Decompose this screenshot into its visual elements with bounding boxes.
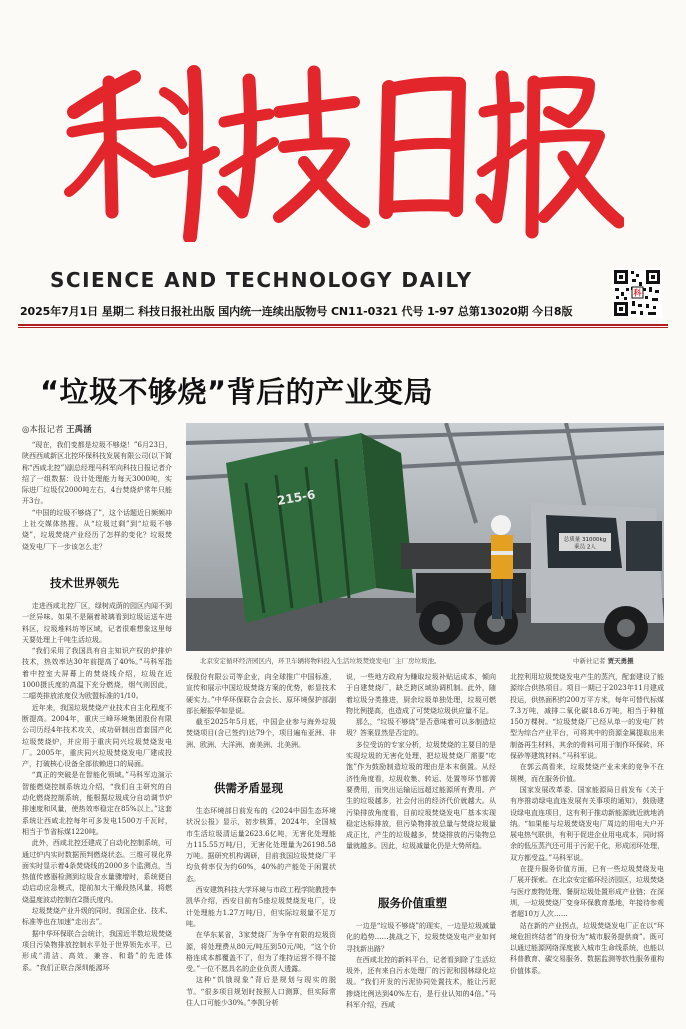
paragraph: 西安建筑科技大学环境与市政工程学院教授李凯华介绍，西安目前有5座垃圾焚烧发电厂，设计处理能力1.27万吨/日，但实际垃圾量不足万吨。 xyxy=(186,886,336,928)
photo-credit-name: 贾天勇摄 xyxy=(607,657,634,665)
column-1-intro xyxy=(22,440,172,562)
photo-caption: 北京安定循环经济园区内，环卫车辆将物料投入生活垃圾焚烧发电厂主厂房垃圾池。 xyxy=(200,657,441,665)
paragraph: 说，一些地方政府为赚取垃圾补贴运成本，倾向于自建焚烧厂，缺乏跨区域协调机制。此外，随着垃圾分类推进，厨余垃圾单独处理，垃圾可燃物比例提高，也造成了可焚烧垃圾供应量不足。 xyxy=(346,673,496,715)
paragraph: 北控利用垃圾焚烧发电产生的蒸汽，配套建设了能源综合供热项目。项目一期已于2023年11月建成投运，供热面积约200万平方米，每年可替代标煤7.3万吨，减排二氧化碳18.6万吨，相当于种植150万棵树。“垃圾焚烧厂已经从单一的发电厂转型为综合产业平台，可将其中的资源金属提取出来制备再生材料，其余的骨料可用于制作环保砖，环保砂等建筑材料。”马科军说。 xyxy=(510,673,664,761)
subhead-supply-demand: 供需矛盾显现 xyxy=(214,781,283,795)
masthead xyxy=(0,0,686,330)
paragraph: 近年来，我国垃圾焚烧产业技术自主化程度不断提高。2004年，重庆三峰环境集团股份有限公司历经4年技术攻关，成功研制出首套国产化垃圾焚烧炉，并应用于重庆同兴垃圾焚烧发电厂。2005年，重庆同兴垃圾焚烧发电厂建成投产，打破核心设备全部依赖进口的局面。 xyxy=(22,703,172,769)
column-2-top xyxy=(186,672,336,758)
paragraph: 这种“饥饿现象”背后是规划与现实的脱节。“很多项目规划时按照人口测算，但实际常住人口可能少30%。”李凯分析 xyxy=(186,976,336,1008)
paragraph: 在华东某省，3家焚烧厂为争夺有限的垃圾资源，将处理费从80元/吨压到50元/吨，“这个价格连成本都覆盖不了，但为了维持运营不得不接受。”一位不愿具名的企业负责人透露。 xyxy=(186,931,336,974)
subhead-tech-leading: 技术世界领先 xyxy=(50,576,119,590)
paragraph: 多位受访的专家分析，垃圾焚烧的主要目的是实现垃圾的无害化处理，把垃圾焚烧厂需要“吃饱”作为鼓励制造垃圾的理由是本末倒置。从经济性角度看，垃圾收集、转运、处置等环节都需要费用，而突出运输运远超过能源所有费用。产生的垃圾越多，社会付出的经济代价就越大。从污染排放角度看，目前垃圾焚烧发电厂基本实现稳定达标排放，但污染物排放总量与焚烧垃圾量成正比，产生的垃圾越多，焚烧排放的污染物总量就越多。因此，垃圾减量化仍是大势所趋。 xyxy=(346,740,496,851)
paragraph: 垃圾焚烧产业升级的同时，我国企业、技术、标准等也在加速“走出去”。 xyxy=(22,907,172,927)
paragraph: 在郭云高看来，垃圾焚烧产业未来的竞争不在规模，而在服务价值。 xyxy=(510,763,664,783)
paragraph: 此外，西咸北控还建成了自动化控制系统，可通过炉内实时数据预判燃烧状态。三维可视化界面实时显示着4条焚烧线的2000多个监测点，当热值传感器检测到垃圾含水量骤增时，系统便自动启动应急模式，提前加大干燥段热风量，将燃烧温度波动控制在2摄氏度内。 xyxy=(22,839,172,904)
paragraph: 国家发展改革委、国家能源局日前发布《关于有序推动绿电直连发展有关事项的通知》，鼓励建设绿电直连项目，这有利于推动新能源就近就地消纳。“如果能与垃圾焚烧发电厂周边的用电大户开展电热气联供，有利于促进企业用电成本，同时将余的低压蒸汽还可用于污泥干化，形成闭环处理，双方都受益。”马科军说。 xyxy=(510,785,664,862)
truck-number: 215-6 xyxy=(276,487,317,508)
paragraph: “我们采用了我国具有自主知识产权的炉排炉技术，热效率达30年前提高了40%。”马科军指着中控室大屏幕上的焚烧线介绍，垃圾在近1000摄氏度的高温下充分燃烧，烟气则因此，二噁英排放浓度仅为欧盟标准的1/10。 xyxy=(22,647,172,701)
masthead-rule-thin xyxy=(18,327,668,328)
paragraph: 站在新的产业拐点，垃圾焚烧发电厂正在以“环境危担终结者”的身份为“城市服务提供商”。既可以通过能源网络深度嵌入城市生命线系统，也能以科普教育、碳交易服务、数据监测等软性服务重构价值体系。 xyxy=(510,921,664,975)
paragraph: “中国的垃圾不够烧了”，这个话题近日频频冲上社交媒体热搜。从“垃圾过剩”到“垃圾不够烧”，垃圾焚烧产业经历了怎样的变化？垃圾焚烧发电厂下一步该怎么走？ xyxy=(22,508,172,551)
paragraph: 走进西咸北控厂区，绿树成荫的园区内闻不到一丝异味。如果不是隔着玻璃看到垃圾运送车进料区，垃圾堆料坊等区域，记者很难想象这里每天要处理上千吨生活垃圾。 xyxy=(22,602,172,644)
column-4 xyxy=(510,672,664,1026)
photo-credit-prefix: 中新社记者 xyxy=(573,657,606,665)
paragraph: “真正的突破是在智能化领域。”马科军边演示智能燃烧控制系统边介绍，“我们自主研究的自动化燃烧控制系统，能根据垃圾成分自动调节炉排速度和风量，使热效率稳定在85%以上。”这套系统让西咸北控每年可多发电1500万千瓦时，相当于节省标煤1220吨。 xyxy=(22,771,172,836)
paragraph: “现在，我们变都是垃圾不够烧！”6月23日，陕西西咸新区北控环保科技发展有限公司(以下简称“西咸北控”)副总经理马科军向科技日报记者介绍了一组数据：设计处理能力每天3000吨，实际进厂垃圾仅2000吨左右，4台焚烧炉常年只能开3台。 xyxy=(22,441,172,506)
article-photo xyxy=(186,423,664,651)
paragraph: 据中华环保联合会统计，我国近半数垃圾焚烧项目污染物排放控制水平处于世界领先水平，已形成“清洁、高效、兼容、和谐”的先进体系。“我们正联合深圳能源环 xyxy=(22,929,172,972)
paragraph: 在西咸北控的新料平台，记者看到除了生活垃圾外，还有来自污水处理厂的污泥和园林绿化垃圾。“我们开发的污泥协同处置技术，能让污泥掺烧比例达到40%左右，是行业认知的4倍。”马科军介绍，西咸 xyxy=(346,955,496,1010)
paragraph: 保股份有限公司等企业，向全球推广中国标准，宣传和展示中国垃圾焚烧方案的优势，彰显技术硬实力。”中华环保联合会会长、原环境保护部副部长解振华如是说。 xyxy=(186,673,336,715)
column-2-body xyxy=(186,806,336,1026)
masthead-subtitle: SCIENCE AND TECHNOLOGY DAILY xyxy=(50,268,473,292)
masthead-rule xyxy=(18,324,668,326)
column-1-body xyxy=(22,601,172,1026)
byline xyxy=(22,423,92,435)
publication-info: 2025年7月1日 星期二 科技日报社出版 国内统一连续出版物号 CN11-0321 代号 1-97 总第13020期 今日8版 xyxy=(20,305,573,318)
paragraph: 截至2025年5月底，中国企业参与海外垃圾焚烧项目(含已签约)达79个，项目遍布亚洲、非洲、欧洲、大洋洲、南美洲、北美洲。 xyxy=(186,718,336,749)
column-3-body xyxy=(346,921,496,1026)
column-3-top xyxy=(346,672,496,890)
article-headline: “垃圾不够烧”背后的产业变局 xyxy=(40,375,434,409)
subhead-service-value: 服务价值重塑 xyxy=(378,896,447,910)
garbage-truck-photo-icon xyxy=(186,423,664,651)
truck-crew-badge: 乘员 2人 xyxy=(574,544,596,551)
paragraph: 那么，“垃圾不够烧”是否意味着可以多制造垃圾？答案显然是否定的。 xyxy=(346,718,496,738)
paragraph: 生态环境部日前发布的《2024中国生态环境状况公报》显示，初步核算，2024年，全国城市生活垃圾清运量2623.6亿吨，无害化处理能力115.55万吨/日，无害化处理量为26198.58万吨。据研究机构调研，目前我国垃圾焚烧厂平均负荷率仅为约60%，40%的产能处于闲置状态。 xyxy=(186,807,336,883)
byline-prefix: ◎本报记者 xyxy=(22,425,64,435)
paragraph: 一边是“垃圾不够烧”的现实，一边是垃圾减量化的趋势……挑战之下，垃圾焚烧发电产业如何寻找新出路？ xyxy=(346,922,496,953)
byline-name: 王禹涵 xyxy=(66,425,92,435)
photo-credit xyxy=(573,656,634,665)
calligraphy-logo-icon xyxy=(64,52,624,242)
newspaper-logo xyxy=(64,52,624,242)
paragraph: 在提升服务价值方面，已有一些垃圾焚烧发电厂展开探索。在北京安定循环经济园区，垃圾焚烧与医疗废物处理、餐厨垃圾处置形成产业链；在深圳，一垃圾焚烧厂变身环保教育基地，年接待参观者超10万人次…… xyxy=(510,865,664,919)
svg-text:科: 科 xyxy=(633,288,642,298)
truck-weight-badge: 总质量 31000kg xyxy=(563,537,607,543)
